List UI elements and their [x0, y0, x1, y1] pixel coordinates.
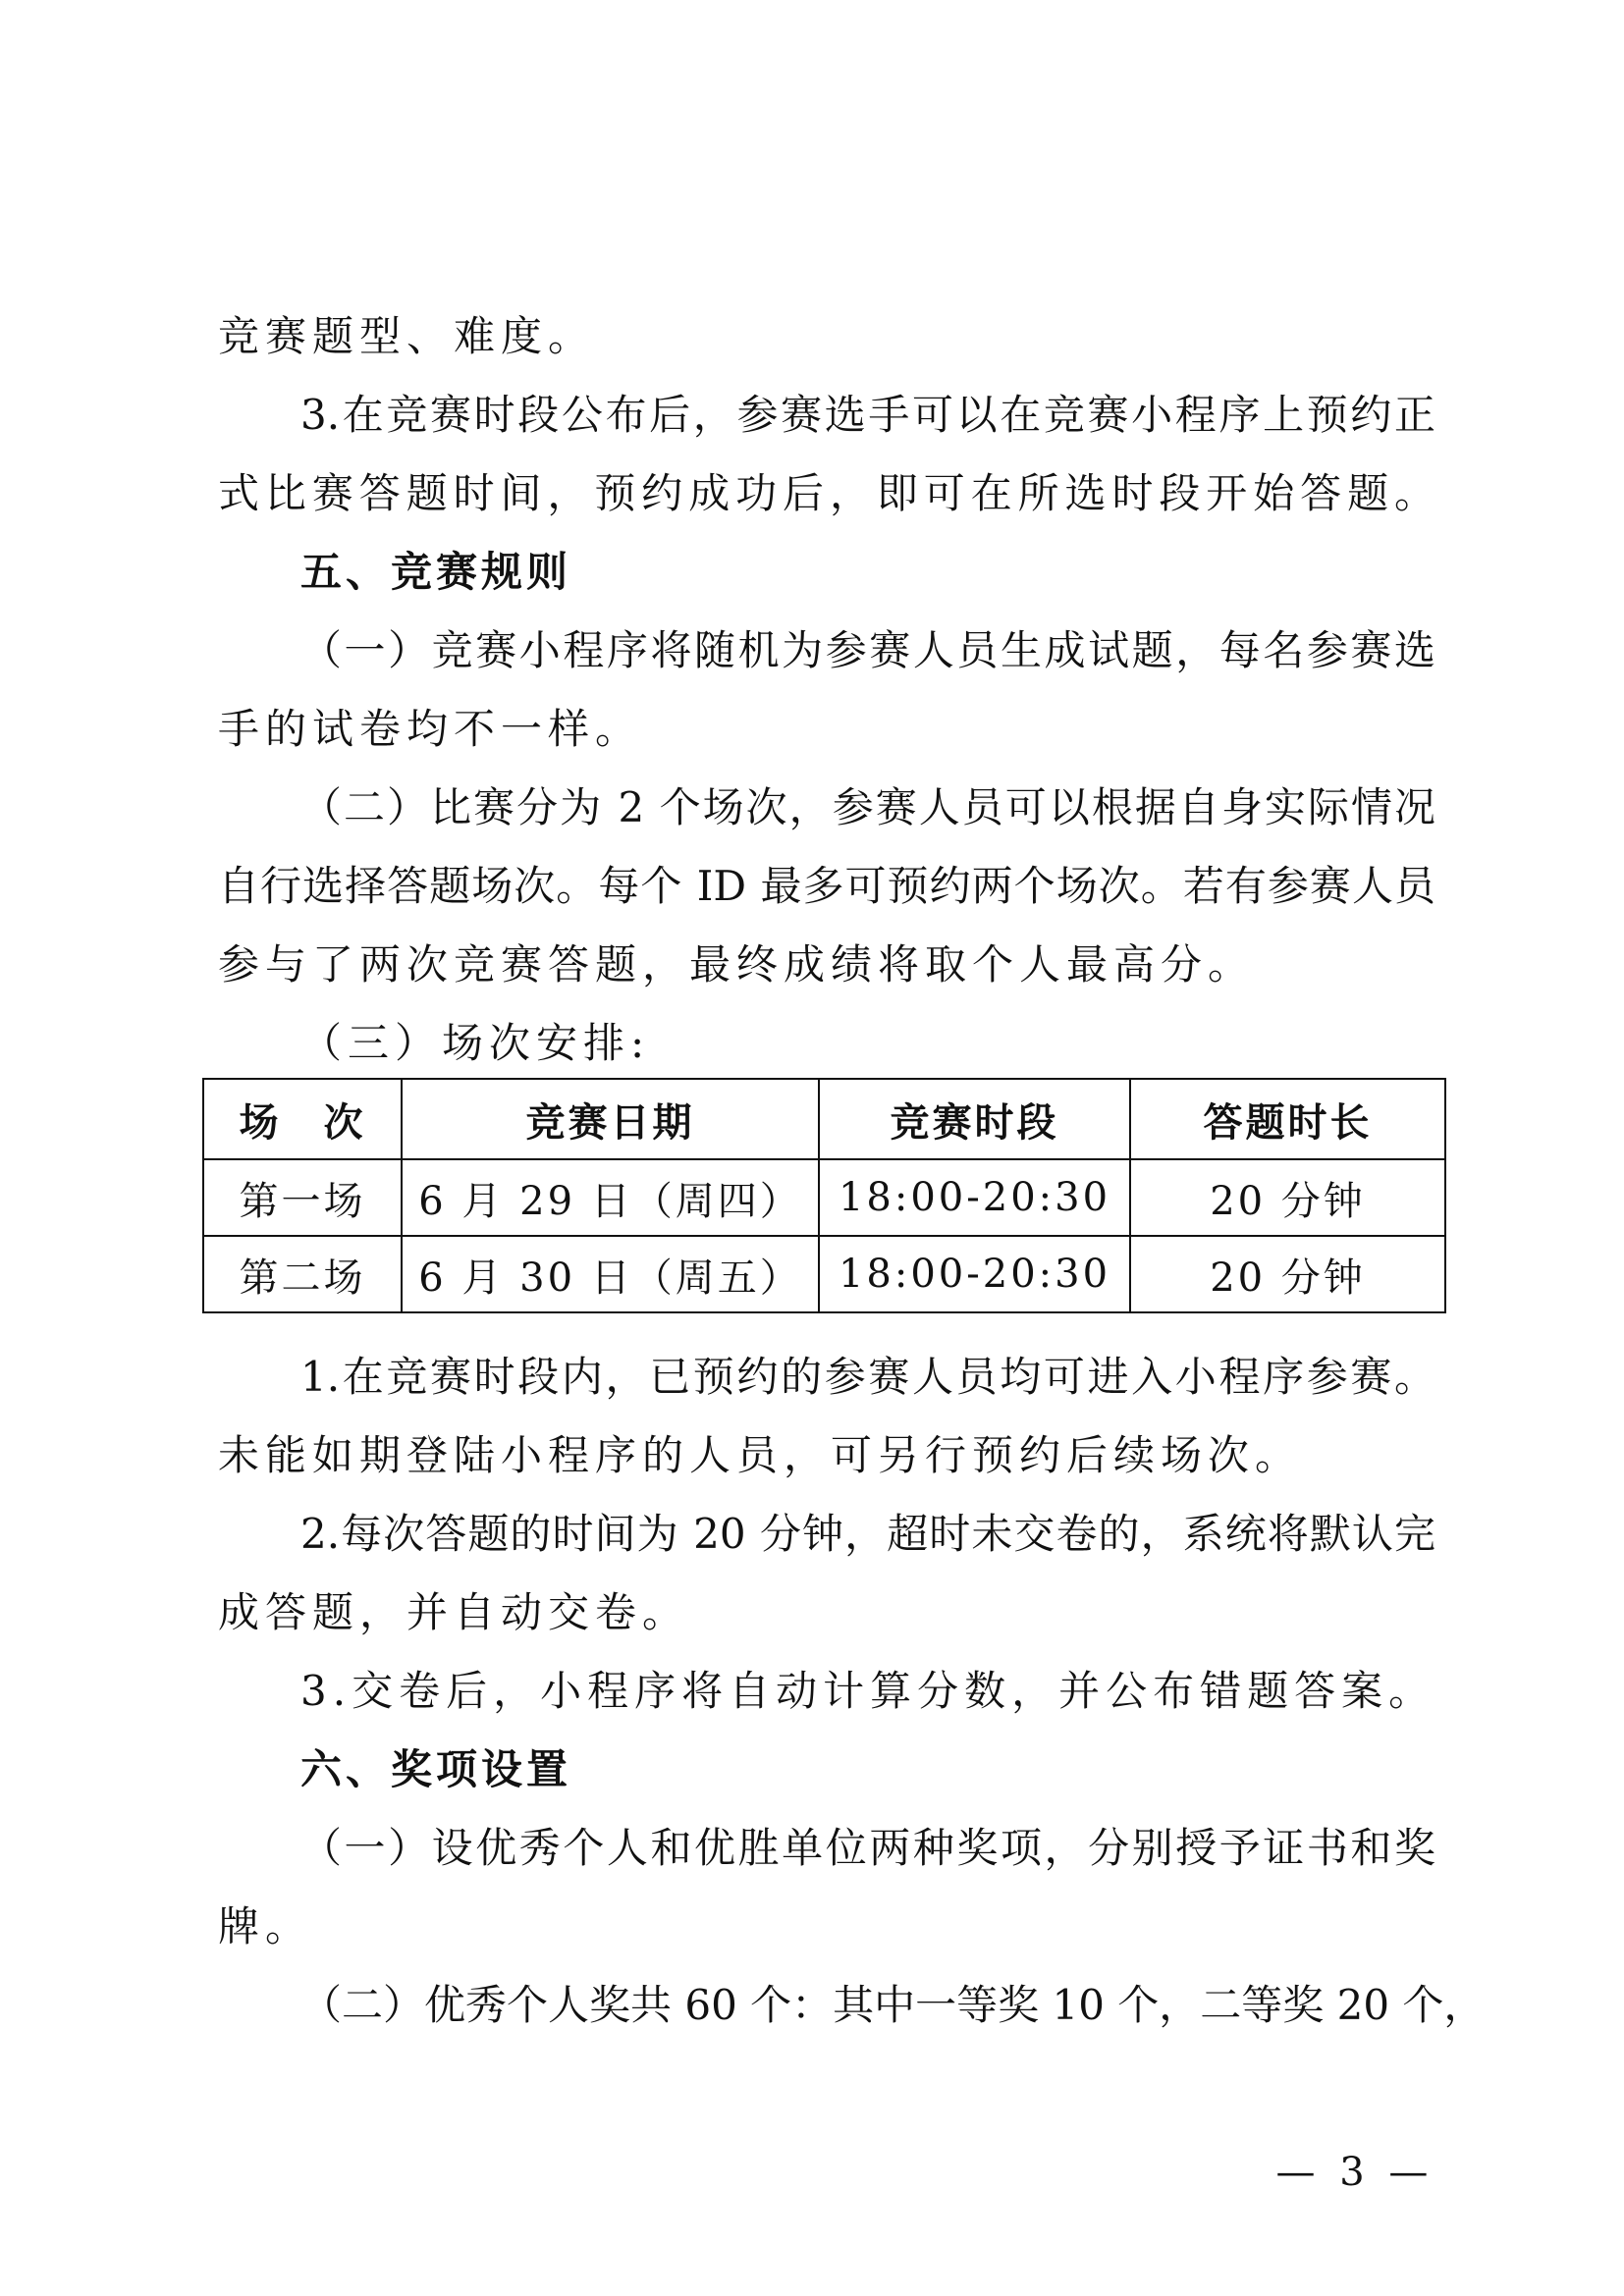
line-p0: 竞赛题型、难度。	[218, 312, 596, 360]
header-duration: 答题时长	[1130, 1079, 1445, 1159]
line-n1a: 1.在竞赛时段内，已预约的参赛人员均可进入小程序参赛。	[300, 1353, 1435, 1401]
line-n2a: 2.每次答题的时间为 20 分钟，超时未交卷的，系统将默认完	[300, 1510, 1435, 1558]
schedule-table	[202, 1078, 1446, 1313]
line-r2c: 参与了两次竞赛答题，最终成绩将取个人最高分。	[218, 940, 1256, 988]
cell-duration: 20 分钟	[1130, 1159, 1445, 1236]
line-a1b: 牌。	[218, 1902, 313, 1950]
line-p1b: 式比赛答题时间，预约成功后，即可在所选时段开始答题。	[218, 469, 1435, 517]
line-r2b: 自行选择答题场次。每个 ID 最多可预约两个场次。若有参赛人员	[218, 862, 1435, 910]
cell-session: 第一场	[203, 1159, 402, 1236]
header-time: 竞赛时段	[819, 1079, 1130, 1159]
line-r3: （三）场次安排:	[300, 1019, 651, 1067]
table-row	[203, 1236, 1445, 1312]
cell-time: 18:00-20:30	[819, 1159, 1130, 1236]
line-r1b: 手的试卷均不一样。	[218, 705, 643, 753]
cell-date: 6 月 30 日（周五）	[402, 1236, 819, 1312]
line-r1a: （一）竞赛小程序将随机为参赛人员生成试题，每名参赛选	[300, 626, 1435, 674]
page-number: — 3 —	[1275, 2150, 1435, 2195]
line-p1a: 3.在竞赛时段公布后，参赛选手可以在竞赛小程序上预约正	[300, 391, 1435, 439]
cell-date: 6 月 29 日（周四）	[402, 1159, 819, 1236]
cell-session: 第二场	[203, 1236, 402, 1312]
line-r2a: （二）比赛分为 2 个场次，参赛人员可以根据自身实际情况	[300, 783, 1435, 831]
line-n1b: 未能如期登陆小程序的人员，可另行预约后续场次。	[218, 1431, 1303, 1479]
section-heading-5: 五、竞赛规则	[300, 548, 572, 596]
cell-time: 18:00-20:30	[819, 1236, 1130, 1312]
header-session: 场 次	[203, 1079, 402, 1159]
section-heading-6: 六、奖项设置	[300, 1745, 572, 1793]
line-n3: 3.交卷后，小程序将自动计算分数，并公布错题答案。	[300, 1667, 1436, 1715]
line-a2: （二）优秀个人奖共 60 个：其中一等奖 10 个，二等奖 20 个，	[300, 1981, 1486, 2029]
cell-duration: 20 分钟	[1130, 1236, 1445, 1312]
line-n2b: 成答题，并自动交卷。	[218, 1588, 690, 1636]
table-header-row	[203, 1079, 1445, 1159]
header-date: 竞赛日期	[402, 1079, 819, 1159]
table-row	[203, 1159, 1445, 1236]
line-a1a: （一）设优秀个人和优胜单位两种奖项，分别授予证书和奖	[300, 1824, 1435, 1872]
